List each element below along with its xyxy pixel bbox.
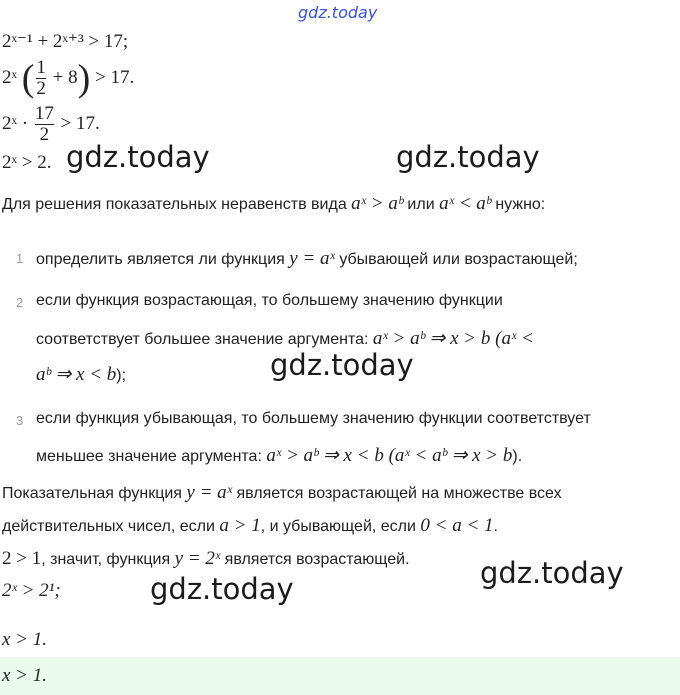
list-item-3-line-2: меньшее значение аргумента: aˣ > aᵇ ⇒ x < b (aˣ < aᵇ ⇒ x > b).	[36, 445, 523, 466]
math-line-2-plus: + 8	[52, 66, 78, 88]
intro-line: Для решения показательных неравенств вида aˣ > aᵇ или aˣ < aᵇ нужно:	[2, 193, 546, 214]
math-line-2-pre: 2ˣ	[2, 66, 17, 88]
fraction-17-2: $\frac{17}{2}$	[34, 103, 54, 145]
final-line-1: 2ˣ > 2¹;	[2, 580, 61, 601]
math-line-3-pre: 2ˣ ·	[2, 112, 29, 134]
watermark-2: gdz.today	[396, 140, 540, 174]
watermark-5: gdz.today	[150, 572, 294, 606]
math-line-4: 2ˣ > 2.	[2, 152, 52, 173]
math-line-3	[2, 104, 100, 145]
list-item-3-line-1: если функция убывающая, то большему значению функции соответствует	[36, 410, 591, 427]
list-item-2-line-1: если функция возрастающая, то большему значению функции	[36, 292, 503, 309]
watermark-4: gdz.today	[480, 556, 624, 590]
watermark-1: gdz.today	[66, 140, 210, 174]
final-answer: x > 1.	[2, 665, 48, 686]
para-line-2: действительных чисел, если a > 1, и убывающей, если 0 < a < 1.	[2, 515, 498, 536]
para-line-1: Показательная функция y = aˣ является возрастающей на множестве всех	[2, 482, 562, 503]
list-item-1: определить является ли функция y = aˣ убывающей или возрастающей;	[36, 248, 578, 269]
conclusion-line: 2 > 1, значит, функция y = 2ˣ является возрастающей.	[2, 548, 410, 569]
final-line-2: x > 1.	[2, 629, 48, 650]
math-line-3-post: > 17.	[60, 112, 100, 134]
math-line-2	[2, 58, 134, 99]
list-number-2: 2	[16, 295, 24, 310]
list-item-2-line-3: aᵇ ⇒ x < b);	[36, 364, 127, 385]
close-paren: )	[77, 57, 91, 100]
math-line-1: 2ˣ⁻¹ + 2ˣ⁺³ > 17;	[2, 31, 129, 52]
fraction-half: $\frac{1}{2}$	[36, 57, 46, 99]
list-number-1: 1	[16, 251, 24, 266]
watermark-3: gdz.today	[270, 348, 414, 382]
watermark-top: gdz.today	[298, 3, 378, 22]
math-line-2-post: > 17.	[95, 66, 135, 88]
list-number-3: 3	[16, 413, 24, 428]
open-paren: (	[21, 57, 35, 100]
list-item-2-line-2: соответствует большее значение аргумента: aˣ > aᵇ ⇒ x > b (aˣ <	[36, 328, 534, 349]
answer-highlight	[0, 657, 680, 695]
